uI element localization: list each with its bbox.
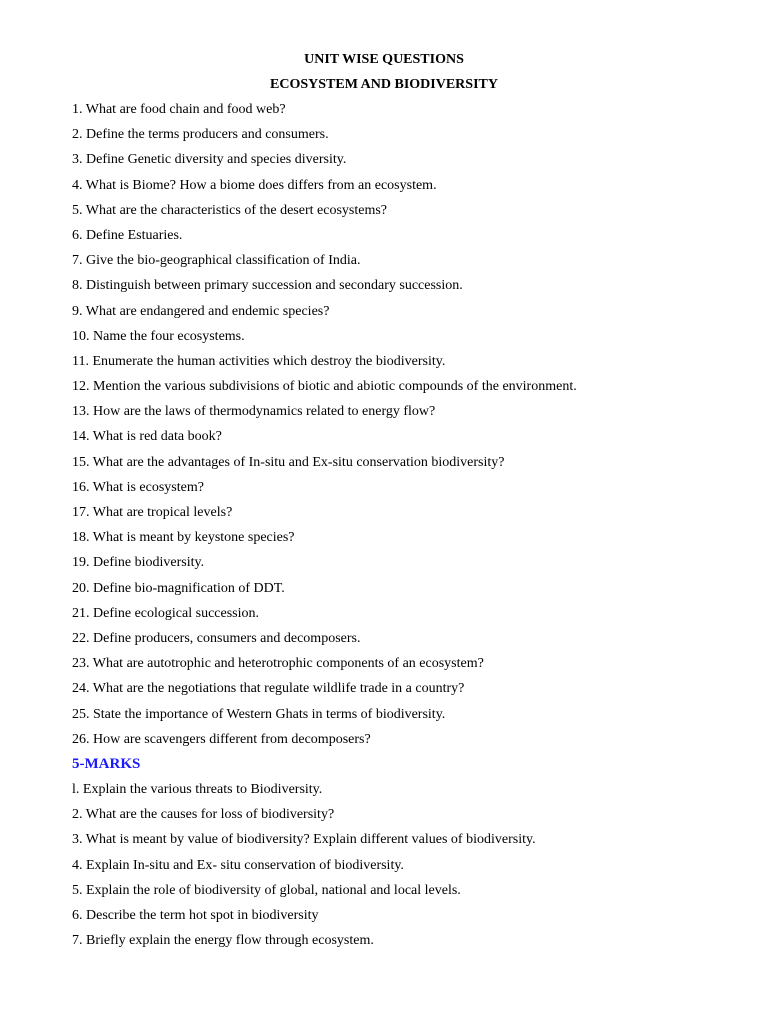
question-item: 10. Name the four ecosystems.	[72, 328, 245, 344]
question-item: 4. Explain In-situ and Ex- situ conservation of biodiversity.	[72, 857, 404, 873]
document-subtitle: ECOSYSTEM AND BIODIVERSITY	[270, 77, 498, 92]
question-item: 23. What are autotrophic and heterotrophic components of an ecosystem?	[72, 656, 484, 672]
question-item: 9. What are endangered and endemic species?	[72, 303, 330, 319]
five-marks-heading: 5-MARKS	[72, 756, 141, 772]
question-item: 7. Give the bio-geographical classification of India.	[72, 253, 361, 269]
question-item: 1. What are food chain and food web?	[72, 102, 286, 117]
question-item: 14. What is red data book?	[72, 429, 222, 445]
question-item: 8. Distinguish between primary succession and secondary succession.	[72, 278, 463, 294]
question-item: 3. What is meant by value of biodiversity? Explain different values of biodiversity.	[72, 832, 536, 848]
question-item: 13. How are the laws of thermodynamics related to energy flow?	[72, 404, 436, 420]
question-item: 15. What are the advantages of In-situ and Ex-situ conservation biodiversity?	[72, 454, 505, 470]
question-item: 22. Define producers, consumers and decomposers.	[72, 630, 361, 646]
question-item: 2. What are the causes for loss of biodiversity?	[72, 807, 335, 823]
question-item: l. Explain the various threats to Biodiversity.	[72, 782, 323, 797]
question-item: 26. How are scavengers different from decomposers?	[72, 731, 371, 747]
document-title: UNIT WISE QUESTIONS	[304, 52, 464, 67]
question-item: 25. State the importance of Western Ghats in terms of biodiversity.	[72, 706, 446, 722]
question-item: 11. Enumerate the human activities which destroy the biodiversity.	[72, 353, 446, 369]
question-item: 5. Explain the role of biodiversity of global, national and local levels.	[72, 882, 461, 898]
question-item: 17. What are tropical levels?	[72, 505, 233, 520]
question-item: 24. What are the negotiations that regulate wildlife trade in a country?	[72, 681, 465, 697]
question-item: 19. Define biodiversity.	[72, 555, 205, 571]
question-item: 6. Define Estuaries.	[72, 227, 183, 243]
question-item: 5. What are the characteristics of the desert ecosystems?	[72, 202, 387, 218]
five-mark-question-list	[72, 781, 536, 957]
question-item: 16. What is ecosystem?	[72, 479, 204, 495]
question-item: 4. What is Biome? How a biome does differs from an ecosystem.	[72, 177, 437, 193]
question-item: 7. Briefly explain the energy flow through ecosystem.	[72, 933, 374, 949]
question-item: 6. Describe the term hot spot in biodiversity	[72, 907, 319, 923]
question-item: 2. Define the terms producers and consumers.	[72, 127, 329, 143]
question-item: 12. Mention the various subdivisions of biotic and abiotic compounds of the environment.	[72, 379, 577, 395]
question-item: 3. Define Genetic diversity and species diversity.	[72, 152, 347, 168]
question-item: 18. What is meant by keystone species?	[72, 530, 295, 546]
question-item: 21. Define ecological succession.	[72, 605, 259, 621]
short-question-list	[72, 101, 577, 756]
question-item: 20. Define bio-magnification of DDT.	[72, 580, 285, 596]
